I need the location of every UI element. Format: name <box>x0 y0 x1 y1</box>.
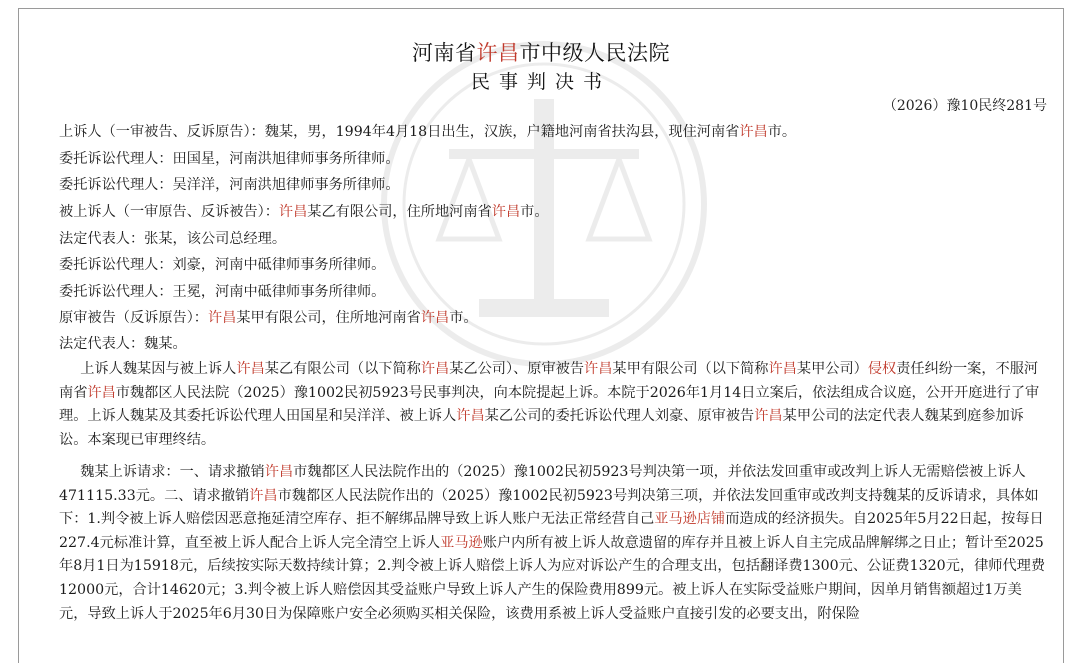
party-line: 委托诉讼代理人：吴洋洋，河南洪旭律师事务所律师。 <box>59 177 400 193</box>
party-line: 委托诉讼代理人：王冕，河南中砥律师事务所律师。 <box>59 284 386 300</box>
party-line: 委托诉讼代理人：刘豪，河南中砥律师事务所律师。 <box>59 257 386 273</box>
case-number: （2026）豫10民终281号 <box>882 98 1047 114</box>
party-line: 委托诉讼代理人：田国星，河南洪旭律师事务所律师。 <box>59 151 400 167</box>
court-name: 河南省许昌市中级人民法院 <box>412 41 670 65</box>
party-line: 法定代表人：魏某。 <box>59 336 187 352</box>
document-type: 民事判决书 <box>470 71 611 93</box>
party-line: 上诉人（一审被告、反诉原告）：魏某，男，1994年4月18日出生，汉族，户籍地河南省扶沟县，现住河南省许昌市。 <box>59 124 797 140</box>
appeal-claims-paragraph: 魏某上诉请求：一、请求撤销许昌市魏都区人民法院作出的（2025）豫1002民初5923号判决第一项，并依法发回重审或改判上诉人无需赔偿被上诉人471115.33元。二、请求撤销许昌市魏都区人民法院作出的（2025）豫1002民初5923号判决第三项，并依法发回重审或改判支持魏某的反诉请求，具体如下：1.判令被上诉人赔偿因恶意拖延清空库存、拒不解绑品牌导致上诉人账户无法正常经营自己亚马逊店铺而造成的经济损失。自2025年5月22日起，按每日227.4元标准计算，直至被上诉人配合上诉人完全清空上诉人亚马逊账户内所有被上诉人故意遗留的库存并且被上诉人自主完成品牌解绑之日止；暂计至2025年8月1日为15918元，后续按实际天数持续计算；2.判令被上诉人赔偿上诉人为应对诉讼产生的合理支出，包括翻译费1300元、公证费1320元，律师代理费12000元，合计14620元；3.判令被上诉人赔偿因其受益账户导致上诉人产生的保险费用899元。被上诉人在实际受益账户期间，因单月销售额超过1万美元，导致上诉人于2025年6月30日为保障账户安全必须购买相关保险，该费用系被上诉人受益账户直接引发的必要支出，附保险 <box>59 464 1046 622</box>
party-line: 原审被告（反诉原告）：许昌某甲有限公司，住所地河南省许昌市。 <box>59 310 478 326</box>
party-line: 被上诉人（一审原告、反诉被告）：许昌某乙有限公司，住所地河南省许昌市。 <box>59 204 549 220</box>
case-summary-paragraph: 上诉人魏某因与被上诉人许昌某乙有限公司（以下简称许昌某乙公司）、原审被告许昌某甲有限公司（以下简称许昌某甲公司）侵权责任纠纷一案，不服河南省许昌市魏都区人民法院（2025）豫1002民初5923号民事判决，向本院提起上诉。本院于2026年1月14日立案后，依法组成合议庭，公开开庭进行了审理。上诉人魏某及其委托诉讼代理人田国星和吴洋洋、被上诉人许昌某乙公司的委托诉讼代理人刘豪、原审被告许昌某甲公司的法定代表人魏某到庭参加诉讼。本案现已审理终结。 <box>59 361 1040 448</box>
document-frame <box>18 8 1064 663</box>
party-line: 法定代表人：张某，该公司总经理。 <box>59 231 287 247</box>
